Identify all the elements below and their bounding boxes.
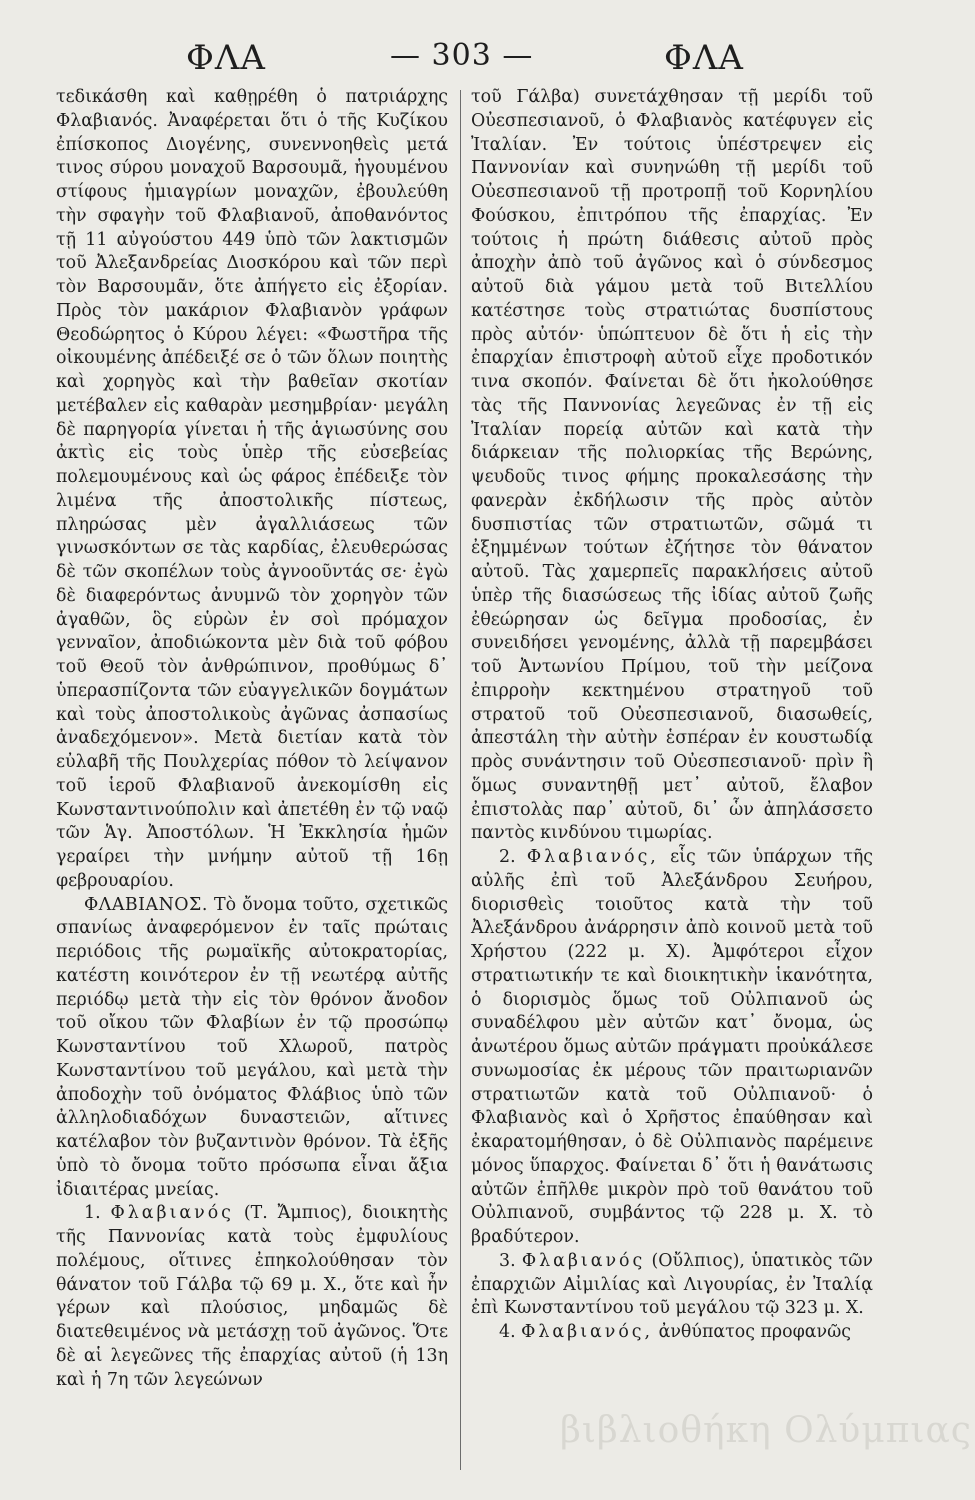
library-watermark: βιβλιοθήκη Ολύμπιας — [560, 1410, 972, 1451]
paragraph-flavianos-1 — [56, 1202, 448, 1392]
entry-text: εἷς τῶν ὑπάρχων τῆς αὐλῆς ἐπὶ τοῦ Ἀλεξάνδρου Σευήρου, διορισθεὶς τοιοῦτος κατὰ τὴν τοῦ Ἀλεξάνδρου ἀνάρρησιν ἀπὸ κοινοῦ μετὰ τοῦ Χρήστου (222 μ. Χ). Ἀμφότεροι εἶχον στρατιωτικήν τε καὶ διοικητικὴν ἱκανότητα, ὁ διορισμὸς ὅμως τοῦ Οὐλπιανοῦ ὡς συναδέλφου μὲν αὐτῶν κατ᾽ ὄνομα, ὡς ἀνωτέρου ὅμως αὐτῶν πράγματι προὐκάλεσε συνωμοσίας ἐκ μέρους τῶν πραιτωριανῶν στρατιωτῶν κατὰ τοῦ Οὐλπιανοῦ· ὁ Φλαβιανὸς καὶ ὁ Χρῆστος ἐπαύθησαν καὶ ἐκαρατομήθησαν, ὁ δὲ Οὐλπιανὸς παρέμεινε μόνος ὕπαρχος. Φαίνεται δ᾽ ὅτι ἡ θανάτωσις αὐτῶν ἐπῆλθε μικρὸν πρὸ τοῦ θανάτου τοῦ Οὐλπιανοῦ, συμβάντος τῷ 228 μ. Χ. τὸ βραδύτερον. — [471, 847, 873, 1247]
running-head-left: ΦΛΑ — [186, 38, 266, 78]
left-column — [56, 86, 448, 1392]
entry-name: Φλαβιανός — [110, 1203, 234, 1224]
entry-number: 3. — [499, 1250, 516, 1271]
entry-text: Τὸ ὄνομα τοῦτο, σχετικῶς σπανίως ἀναφερόμενον ἐν ταῖς πρώταις περιόδοις τῆς ρωμαϊκῆς αὐτοκρατορίας, κατέστη κοινότερον ἐν τῇ νεωτέρᾳ αὐτῆς περιόδῳ μετὰ τὴν εἰς τὸν θρόνον ἄνοδον τοῦ οἴκου τῶν Φλαβίων ἐν τῷ προσώπῳ Κωνσταντίνου τοῦ Χλωροῦ, πατρὸς Κωνσταντίνου τοῦ μεγάλου, καὶ μετὰ τὴν ἀποδοχὴν τοῦ ὀνόματος Φλάβιος ὑπὸ τῶν ἀλληλοδιαδόχων δυναστειῶν, αἵτινες κατέλαβον τὸν βυζαντινὸν θρόνον. Τὰ ἑξῆς ὑπὸ τὸ ὄνομα τοῦτο πρόσωπα εἶναι ἄξια ἰδιαιτέρας μνείας. — [56, 894, 448, 1200]
entry-name: Φλαβιανός, — [526, 847, 659, 867]
column-divider — [460, 90, 461, 1470]
entry-number: 1. — [84, 1203, 101, 1224]
right-column — [471, 86, 873, 1345]
entry-number: 4. — [499, 1322, 516, 1342]
page-number: — 303 — — [390, 38, 534, 73]
paragraph-flavianos-entry — [56, 894, 448, 1203]
paragraph-flavianos-patriarch-end: τεδικάσθη καὶ καθῃρέθη ὁ πατριάρχης Φλαβιανός. Ἀναφέρεται ὅτι ὁ τῆς Κυζίκου ἐπίσκοπος Διογένης, συνεννοηθεὶς μετά τινος σύρου μοναχοῦ Βαρσουμᾶ, ἡγουμένου στίφους ἡμιαγρίων μοναχῶν, ἐβουλεύθη τὴν σφαγὴν τοῦ Φλαβιανοῦ, ἀποθανόντος τῇ 11 αὐγούστου 449 ὑπὸ τῶν λακτισμῶν τοῦ Ἀλεξανδρείας Διοσκόρου καὶ τῶν περὶ τὸν Βαρσουμᾶν, ὅτε ἀπήγετο εἰς ἐξορίαν. Πρὸς τὸν μακάριον Φλαβιανὸν γράφων Θεοδώρητος ὁ Κύρου λέγει: «Φωστῆρα τῆς οἰκουμένης ἀπέδειξέ σε ὁ τῶν ὅλων ποιητὴς καὶ χορηγὸς καὶ τὴν βαθεῖαν σκοτίαν μετέβαλεν εἰς καθαρὰν μεσημβρίαν· μεγάλη δὲ παρηγορία γίνεται ἡ τῆς ἁγιωσύνης σου ἀκτὶς εἰς τοὺς ὑπὲρ τῆς εὐσεβείας πολεμουμένους καὶ ὡς φάρος ἐπέδειξε τὸν λιμένα τῆς ἀποστολικῆς πίστεως, πληρώσας μὲν ἀγαλλιάσεως τῶν γινωσκόντων σε τὰς καρδίας, ἐλευθερώσας δὲ τῶν σκοπέλων τοὺς ἀγνοοῦντάς σε· ἐγὼ δὲ διαφερόντως ἀνυμνῶ τὸν χορηγὸν τῶν ἀγαθῶν, ὃς εὑρὼν ἐν σοὶ πρόμαχον γενναῖον, ἀποδιώκοντα μὲν διὰ τοῦ φόβου τοῦ Θεοῦ τὸν ἀνθρώπινον, προθύμως δ᾽ ὑπερασπίζοντα τῶν εὐαγγελικῶν δογμάτων καὶ τοὺς ἀποστολικοὺς ἀγῶνας ἀσπασίως ἀναδεχόμενον». Μετὰ διετίαν κατὰ τὸν εὐλαβῆ τῆς Πουλχερίας πόθον τὸ λείψανον τοῦ ἱεροῦ Φλαβιανοῦ ἀνεκομίσθη εἰς Κωνσταντινούπολιν καὶ ἀπετέθη ἐν τῷ ναῷ τῶν Ἁγ. Ἀποστόλων. Ἡ Ἐκκλησία ἡμῶν γεραίρει τὴν μνήμην αὐτοῦ τῇ 16ῃ φεβρουαρίου. — [56, 87, 448, 891]
paragraph-flavianos-2 — [471, 846, 873, 1250]
running-head-right: ΦΛΑ — [664, 38, 744, 78]
entry-number: 2. — [499, 847, 516, 867]
page-header — [0, 38, 975, 88]
paragraph-flavianos-3 — [471, 1250, 873, 1321]
entry-text: (Οὔλπιος), ὑπατικὸς τῶν ἐπαρχιῶν Αἰμιλίας καὶ Λιγουρίας, ἐν Ἰταλίᾳ ἐπὶ Κωνσταντίνου τοῦ μεγάλου τῷ 323 μ. Χ. — [471, 1250, 873, 1319]
entry-name: Φλαβιανός — [521, 1250, 646, 1271]
entry-text: (Τ. Ἄμπιος), διοικητὴς τῆς Παννονίας κατὰ τοὺς ἐμφυλίους πολέμους, οἵτινες ἐπηκολούθησαν τὸν θάνατον τοῦ Γάλβα τῷ 69 μ. Χ., ὅτε καὶ ἦν γέρων καὶ πλούσιος, μηδαμῶς δὲ διατεθειμένος νὰ μετάσχῃ τοῦ ἀγῶνος. Ὅτε δὲ αἱ λεγεῶνες τῆς ἐπαρχίας αὐτοῦ (ἡ 13η καὶ ἡ 7η τῶν λεγεώνων — [56, 1203, 449, 1390]
paragraph-flavianos-4 — [471, 1321, 873, 1345]
entry-text: ἀνθύπατος προφανῶς — [653, 1322, 852, 1342]
paragraph-flavianos-1-cont: τοῦ Γάλβα) συνετάχθησαν τῇ μερίδι τοῦ Οὐεσπεσιανοῦ, ὁ Φλαβιανὸς κατέφυγεν εἰς Ἰταλίαν. Ἐν τούτοις ὑπέστρεψεν εἰς Παννονίαν καὶ συνηνώθη τῇ μερίδι τοῦ Οὐεσπεσιανοῦ τῇ προτροπῇ τοῦ Κορνηλίου Φούσκου, ἐπιτρόπου τῆς ἐπαρχίας. Ἐν τούτοις ἡ πρώτη διάθεσις αὐτοῦ πρὸς ἀποχὴν ἀπὸ τοῦ ἀγῶνος καὶ ὁ σύνδεσμος αὐτοῦ διὰ γάμου μετὰ τοῦ Βιτελλίου κατέστησε τοὺς στρατιώτας δυσπίστους πρὸς αὐτόν· ὑπώπτευον δὲ ὅτι ἡ εἰς τὴν ἐπαρχίαν ἐπιστροφὴ αὐτοῦ εἶχε προδοτικόν τινα σκοπόν. Φαίνεται δὲ ὅτι ἠκολούθησε τὰς τῆς Παννονίας λεγεῶνας ἐν τῇ εἰς Ἰταλίαν πορείᾳ αὐτῶν καὶ κατὰ τὴν διάρκειαν τῆς πολιορκίας τῆς Βερώνης, ψευδοῦς τινος φήμης προκαλεσάσης τὴν φανερὰν ἐκδήλωσιν τῆς πρὸς αὐτὸν δυσπιστίας τῶν στρατιωτῶν, σῶμά τι ἐξημμένων τούτων ἐζήτησε τὸν θάνατον αὐτοῦ. Τὰς χαμερπεῖς παρακλήσεις αὐτοῦ ὑπὲρ τῆς διασώσεως τῆς ἰδίας αὐτοῦ ζωῆς ἐθεώρησαν ὡς δεῖγμα προδοσίας, ἐν συνειδήσει γενομένης, ἀλλὰ τῇ παρεμβάσει τοῦ Ἀντωνίου Πρίμου, τοῦ τὴν μείζονα ἐπιρροὴν κεκτημένου στρατηγοῦ τοῦ στρατοῦ τοῦ Οὐεσπεσιανοῦ, διασωθείς, ἀπεστάλη τὴν αὐτὴν ἑσπέραν ἐν κουστωδίᾳ πρὸς συνάντησιν τοῦ Οὐεσπεσιανοῦ· πρὶν ἢ ὅμως συναντηθῇ μετ᾽ αὐτοῦ, ἔλαβον ἐπιστολὰς παρ᾽ αὐτοῦ, δι᾽ ὧν ἀπηλάσσετο παντὸς κινδύνου τιμωρίας. — [471, 87, 873, 844]
entry-lemma: ΦΛΑΒΙΑΝΟΣ. — [84, 894, 208, 915]
entry-name: Φλαβιανός, — [521, 1322, 654, 1342]
